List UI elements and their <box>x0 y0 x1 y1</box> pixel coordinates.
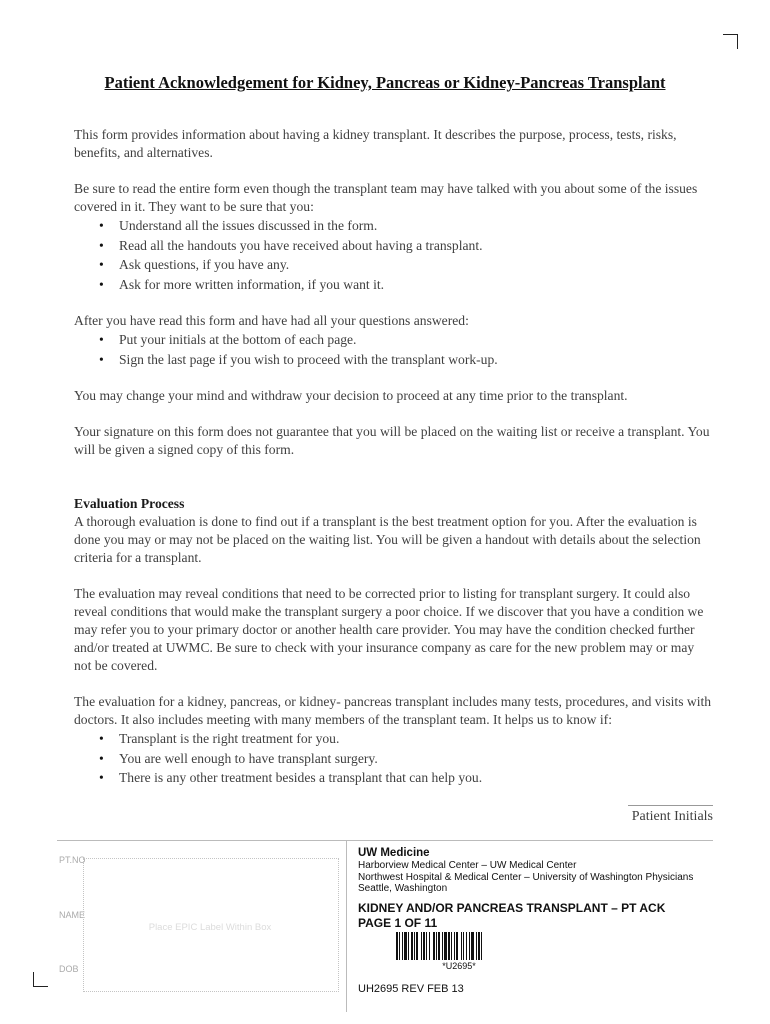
dob-label: DOB <box>59 964 79 974</box>
barcode-bar <box>423 932 425 960</box>
barcode-bar <box>411 932 413 960</box>
list-item: • Read all the handouts you have received about having a transplant. <box>99 236 714 256</box>
after-bullet-list <box>74 330 714 369</box>
barcode-bar <box>478 932 480 960</box>
institution-line-3: Seattle, Washington <box>358 883 448 894</box>
barcode-bar <box>433 932 435 960</box>
barcode-bar <box>456 932 458 960</box>
crop-mark-bottom-left <box>33 972 48 987</box>
institution-line-1: Harborview Medical Center – UW Medical Center <box>358 860 577 871</box>
intro-paragraph: This form provides information about having a kidney transplant. It describes the purpose, process, tests, risks, benefits, and alternatives. <box>74 127 677 160</box>
barcode-bar <box>463 932 464 960</box>
form-revision: UH2695 REV FEB 13 <box>358 983 464 995</box>
epic-label-instruction: Place EPIC Label Within Box <box>148 922 272 933</box>
change-mind-paragraph: You may change your mind and withdraw your decision to proceed at any time prior to the transplant. <box>74 388 628 403</box>
institution-line-2: Northwest Hospital & Medical Center – University of Washington Physicians <box>358 871 694 883</box>
barcode-bar <box>448 932 450 960</box>
barcode-bar <box>396 932 398 960</box>
evaluation-heading: Evaluation Process <box>74 496 185 511</box>
barcode-bar <box>408 932 409 960</box>
evaluation-paragraph-2: The evaluation may reveal conditions that need to be corrected prior to listing for transplant surgery. It could also reveal conditions that would make the transplant surgery a poor choice. If we discover that you have a condition we may refer you to your primary doctor or another health care provider. You may have the condition checked further and/or treated at UWMC. Be sure to check with your insurance company as care for the new problem may or may not be covered. <box>74 586 704 673</box>
form-body <box>74 126 714 788</box>
uw-medicine-name: UW Medicine <box>358 847 430 859</box>
barcode-bar <box>476 932 477 960</box>
barcode-bar <box>399 932 400 960</box>
evaluation-paragraph-3: The evaluation for a kidney, pancreas, or kidney- pancreas transplant includes many tests, procedures, and visits with doctors. It also includes meeting with many members of the transplant team. It helps us to know if: <box>74 694 712 727</box>
initials-signature-line[interactable] <box>628 805 713 806</box>
list-item: • Ask for more written information, if you want it. <box>99 275 714 295</box>
barcode-image <box>396 932 522 960</box>
barcode-bar <box>402 932 403 960</box>
barcode-bar <box>416 932 418 960</box>
barcode-bar <box>438 932 440 960</box>
form-name: KIDNEY AND/OR PANCREAS TRANSPLANT – PT ACK <box>358 900 666 915</box>
pt-no-label: PT.NO <box>59 855 86 865</box>
barcode-bar <box>429 932 430 960</box>
barcode-bar <box>421 932 422 960</box>
barcode-bar <box>426 932 427 960</box>
barcode-bar <box>436 932 437 960</box>
page-number: PAGE 1 OF 11 <box>358 915 438 930</box>
barcode-bar <box>442 932 443 960</box>
crop-mark-top-right <box>723 34 738 49</box>
signature-paragraph: Your signature on this form does not guarantee that you will be placed on the waiting list or receive a transplant. You will be given a signed copy of this form. <box>74 424 710 457</box>
list-item: • You are well enough to have transplant surgery. <box>99 749 714 769</box>
document-title: Patient Acknowledgement for Kidney, Pancreas or Kidney-Pancreas Transplant <box>104 73 666 92</box>
patient-initials-label: Patient Initials <box>631 809 713 824</box>
read-paragraph: Be sure to read the entire form even though the transplant team may have talked with you about some of the issues covered in it. They want to be sure that you: <box>74 181 698 214</box>
barcode-bar <box>471 932 474 960</box>
barcode-bar <box>404 932 407 960</box>
footer-divider <box>57 840 713 841</box>
barcode-bar <box>461 932 462 960</box>
barcode-bar <box>414 932 415 960</box>
list-item: • Ask questions, if you have any. <box>99 255 714 275</box>
after-paragraph: After you have read this form and have had all your questions answered: <box>74 313 469 328</box>
barcode-text: *U2695* <box>442 961 476 971</box>
read-bullet-list <box>74 216 714 294</box>
barcode-bar <box>469 932 470 960</box>
evaluation-bullet-list <box>74 729 714 788</box>
barcode-bar <box>451 932 452 960</box>
list-item: • There is any other treatment besides a transplant that can help you. <box>99 768 714 788</box>
list-item: • Understand all the issues discussed in the form. <box>99 216 714 236</box>
barcode-bar <box>466 932 467 960</box>
list-item: • Sign the last page if you wish to proceed with the transplant work-up. <box>99 350 714 370</box>
evaluation-paragraph-1: A thorough evaluation is done to find out if a transplant is the best treatment option for you. After the evaluation is done you may or may not be placed on the waiting list. You will be given a handout with details about the selection criteria for a transplant. <box>74 514 701 565</box>
list-item: • Transplant is the right treatment for you. <box>99 729 714 749</box>
barcode-bar <box>444 932 447 960</box>
name-label: NAME <box>59 910 86 920</box>
barcode-bar <box>481 932 482 960</box>
barcode-bar <box>454 932 455 960</box>
institution-block <box>358 847 718 931</box>
list-item: • Put your initials at the bottom of each page. <box>99 330 714 350</box>
footer-column-divider <box>346 840 347 1012</box>
